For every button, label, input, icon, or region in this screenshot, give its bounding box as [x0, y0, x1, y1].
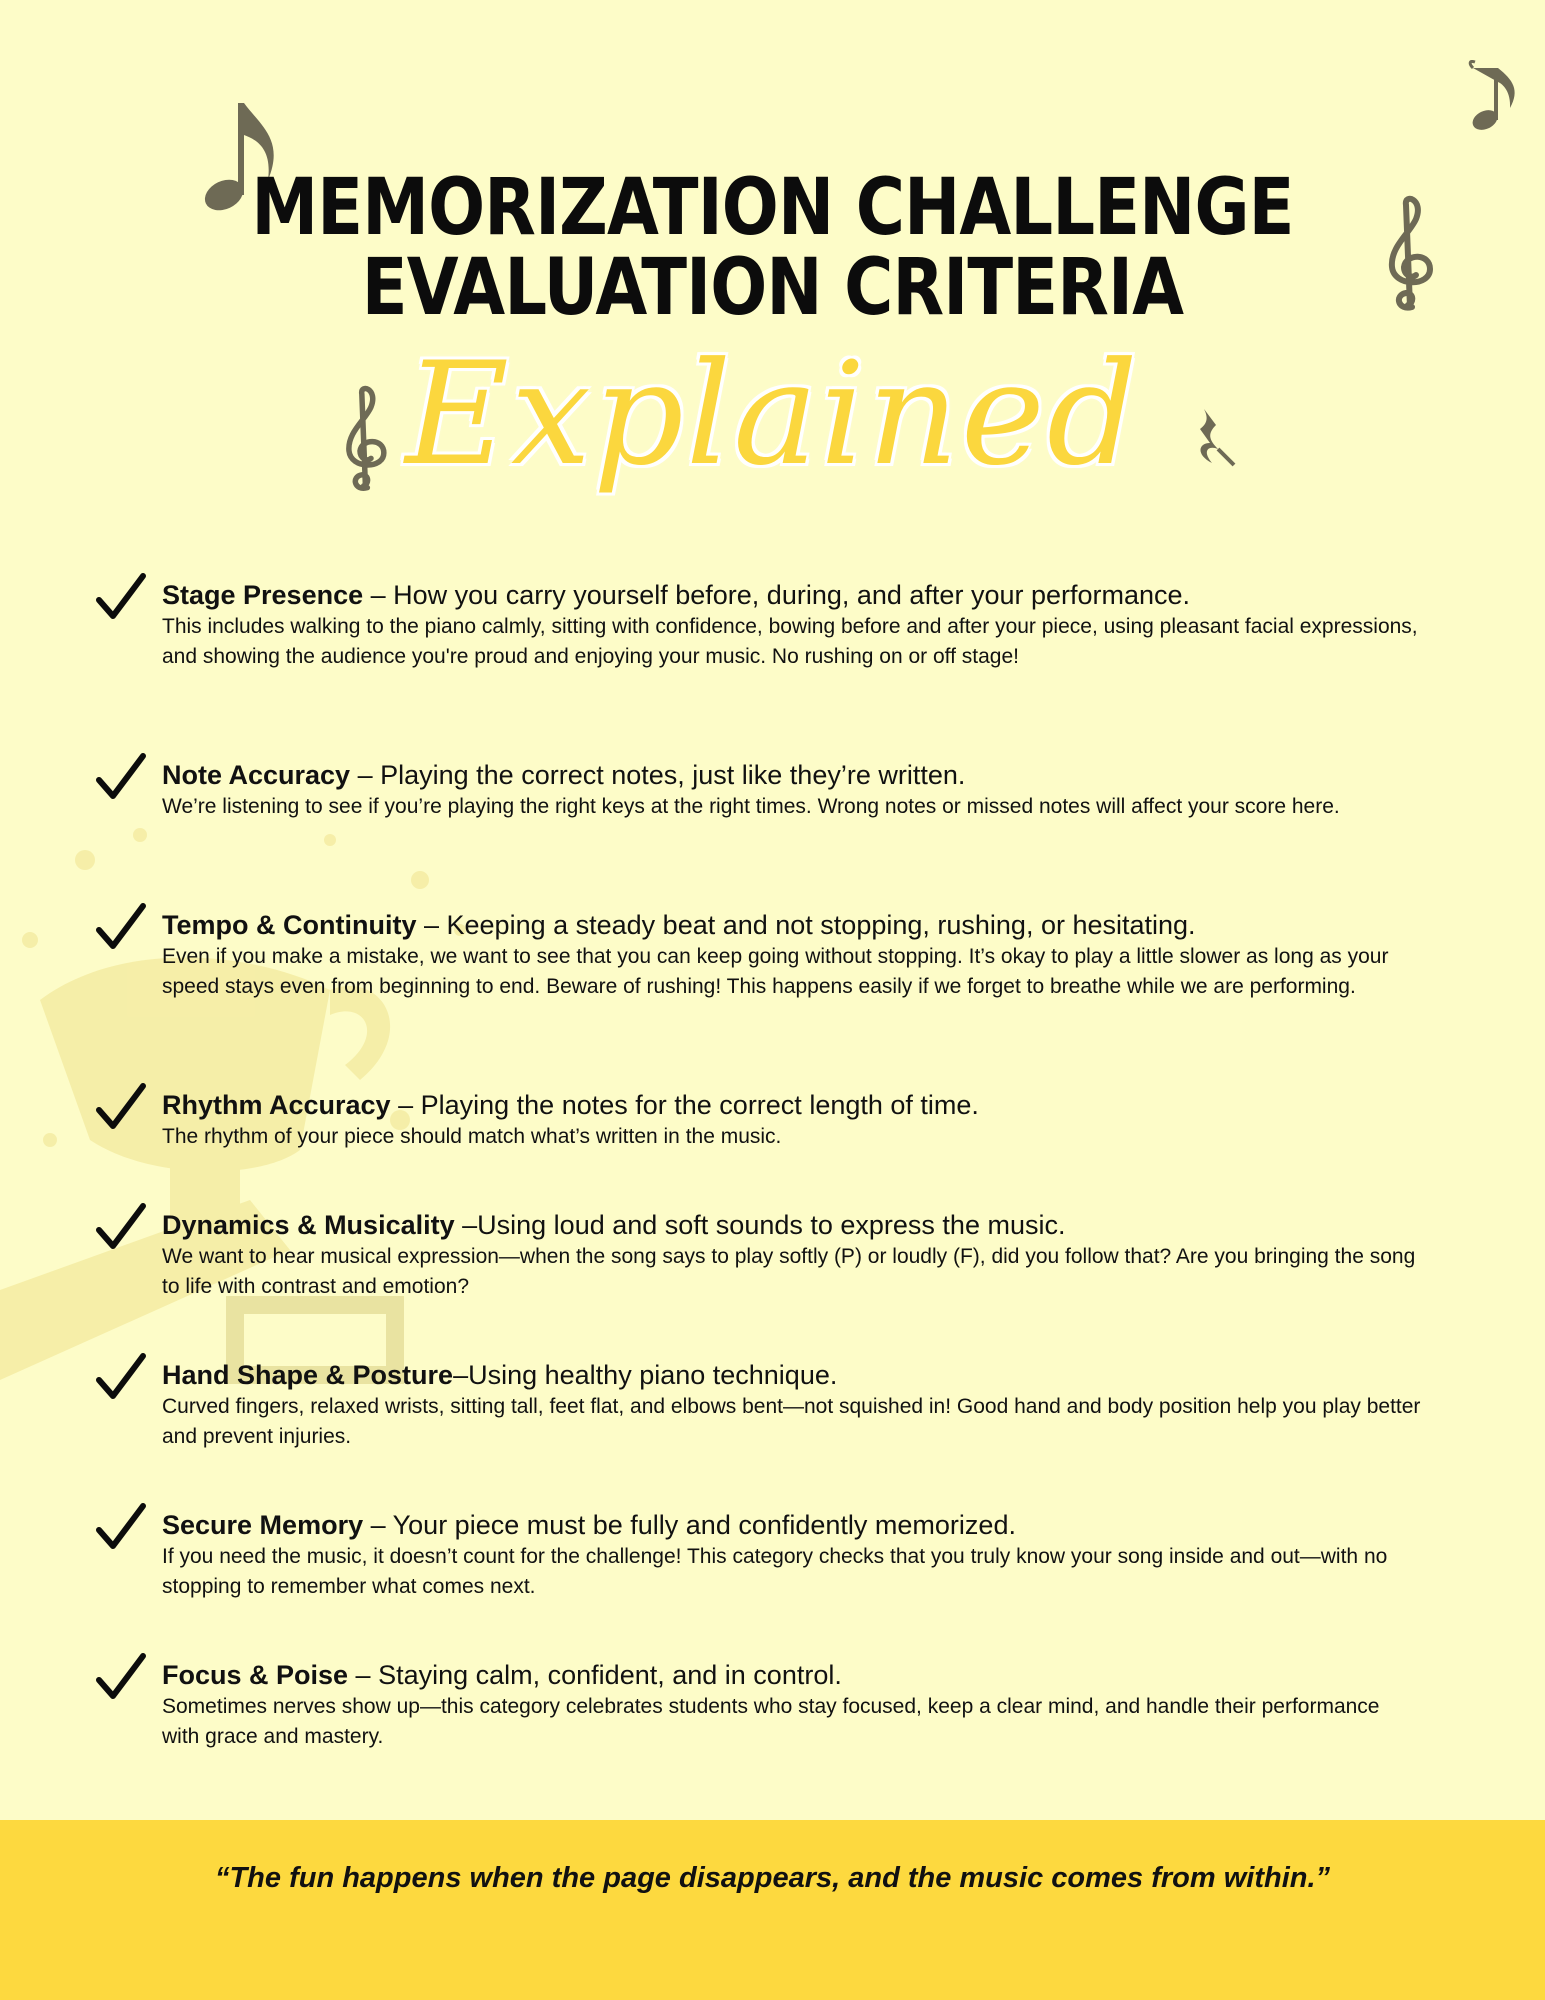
- title-line-2: EVALUATION CRITERIA: [361, 243, 1184, 333]
- criteria-summary: How you carry yourself before, during, and after your performance.: [393, 580, 1191, 610]
- criteria-name: Note Accuracy: [162, 760, 351, 790]
- checkmark-icon: [95, 1652, 147, 1704]
- criteria-separator: –: [350, 760, 381, 790]
- criteria-name: Rhythm Accuracy: [162, 1090, 391, 1120]
- checkmark-icon: [95, 1202, 147, 1254]
- title-script-word: Explained: [405, 332, 1140, 497]
- criteria-summary: Using loud and soft sounds to express the music.: [477, 1210, 1066, 1240]
- criteria-name: Secure Memory: [162, 1510, 364, 1540]
- checkmark-icon: [95, 902, 147, 954]
- footer-quote: “The fun happens when the page disappears, and the music comes from within.”: [214, 1862, 1331, 1894]
- criteria-summary: Playing the notes for the correct length of time.: [420, 1090, 979, 1120]
- criteria-heading: [162, 578, 1422, 612]
- criteria-separator: –: [363, 1510, 393, 1540]
- criteria-description: If you need the music, it doesn’t count for the challenge! This category checks that you truly know your song inside and out—with no stopping to remember what comes next.: [162, 1545, 1388, 1598]
- criteria-description: Even if you make a mistake, we want to see that you can keep going without stopping. It’s okay to play a little slower as long as your speed stays even from beginning to end. Beware of rushing! This happens easily if we forget to breathe while we are performing.: [162, 945, 1389, 998]
- checkmark-icon: [95, 572, 147, 624]
- criteria-description: We’re listening to see if you’re playing the right keys at the right times. Wrong notes or missed notes will affect your score here.: [162, 795, 1340, 818]
- footer-banner: [0, 1820, 1545, 2000]
- criteria-name: Tempo & Continuity: [162, 910, 417, 940]
- criteria-heading: [162, 908, 1422, 942]
- criteria-heading: [162, 1358, 1422, 1392]
- criteria-heading: [162, 1658, 1422, 1692]
- page-title: [108, 163, 1437, 333]
- criteria-heading: [162, 1508, 1422, 1542]
- criteria-name: Focus & Poise: [162, 1660, 349, 1690]
- title-line-1: MEMORIZATION CHALLENGE: [251, 163, 1294, 253]
- criteria-separator: –: [363, 580, 394, 610]
- criteria-separator: –: [453, 1360, 469, 1390]
- criteria-separator: –: [416, 910, 447, 940]
- checkmark-icon: [95, 1502, 147, 1554]
- checkmark-icon: [95, 752, 147, 804]
- checkmark-icon: [95, 1082, 147, 1134]
- criteria-summary: Playing the correct notes, just like they’re written.: [380, 760, 966, 790]
- criteria-description: Sometimes nerves show up—this category celebrates students who stay focused, keep a clear mind, and handle their performance with grace and mastery.: [162, 1695, 1380, 1748]
- criteria-name: Hand Shape & Posture: [162, 1360, 454, 1390]
- criteria-description: This includes walking to the piano calmly, sitting with confidence, bowing before and after your piece, using pleasant facial expressions, and showing the audience you're proud and enjoying your music. No rushing on or off stage!: [162, 615, 1418, 668]
- criteria-summary: Your piece must be fully and confidently memorized.: [392, 1510, 1016, 1540]
- criteria-description: The rhythm of your piece should match what’s written in the music.: [162, 1125, 782, 1148]
- criteria-separator: –: [348, 1660, 379, 1690]
- criteria-separator: –: [390, 1090, 421, 1120]
- checkmark-icon: [95, 1352, 147, 1404]
- criteria-summary: Staying calm, confident, and in control.: [378, 1660, 842, 1690]
- criteria-separator: –: [454, 1210, 478, 1240]
- criteria-heading: [162, 1208, 1422, 1242]
- criteria-heading: [162, 758, 1422, 792]
- criteria-name: Dynamics & Musicality: [162, 1210, 455, 1240]
- criteria-description: We want to hear musical expression—when the song says to play softly (P) or loudly (F), did you follow that? Are you bringing the song to life with contrast and emotion?: [162, 1245, 1416, 1298]
- criteria-summary: Keeping a steady beat and not stopping, rushing, or hesitating.: [446, 910, 1196, 940]
- criteria-heading: [162, 1088, 1422, 1122]
- eighth-note-icon: [1465, 60, 1520, 135]
- criteria-description: Curved fingers, relaxed wrists, sitting tall, feet flat, and elbows bent—not squished in! Good hand and body position help you play better and prevent injuries.: [162, 1395, 1421, 1448]
- criteria-summary: Using healthy piano technique.: [468, 1360, 838, 1390]
- criteria-name: Stage Presence: [162, 580, 364, 610]
